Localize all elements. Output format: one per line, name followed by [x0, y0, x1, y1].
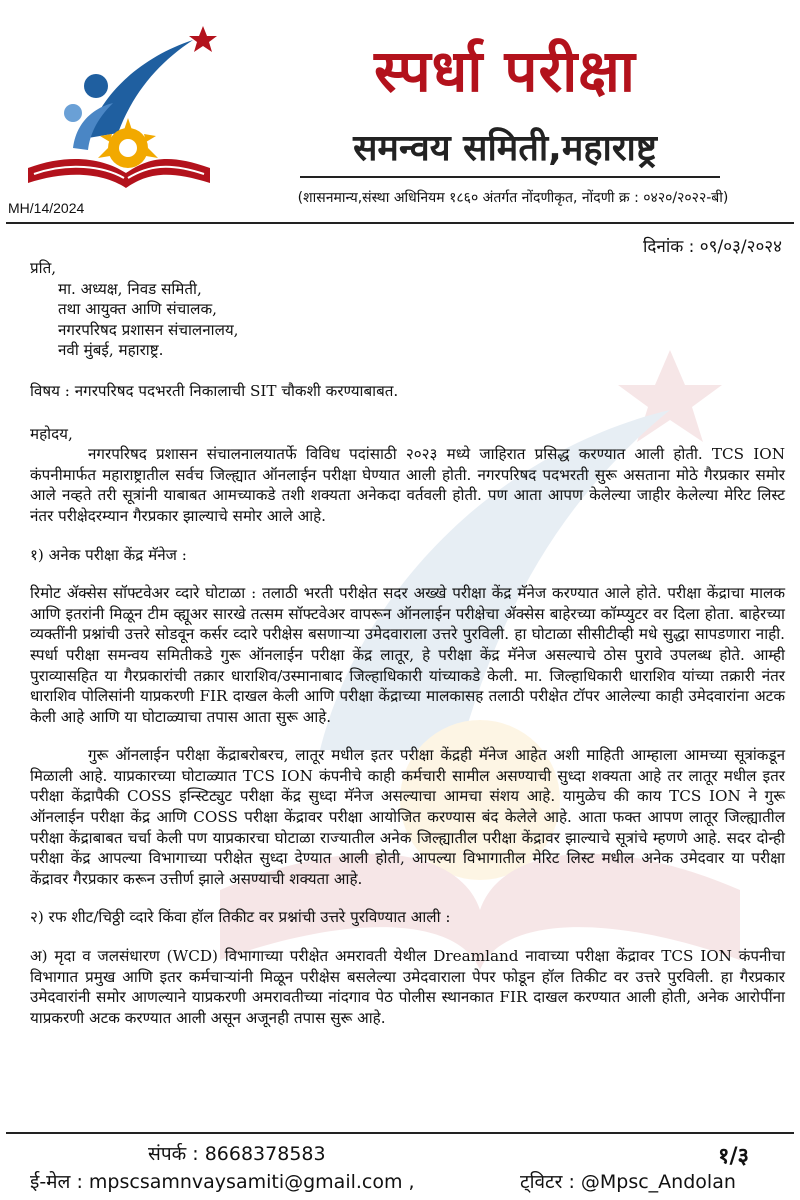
section1-heading: १) अनेक परीक्षा केंद्र मॅनेज :: [30, 545, 187, 564]
address-line: नगरपरिषद प्रशासन संचालनालय,: [58, 320, 239, 339]
section2-paragraph-1: अ) मृदा व जलसंधारण (WCD) विभागाच्या परीक्षेत अमरावती येथील Dreamland नावाच्या परीक्षा केंद्रावर TCS ION कंपनीचा विभागात प्रमुख आणि इतर कर्मचाऱ्यांनी मिळून परीक्षेस बसलेल्या उमेदवाराला पेपर फोडून हॉल तिकीट वर उत्तरे पुरविली. हा गैरप्रकार उमेदवारांनी समोर आणल्याने याप्रकरणी अमरावतीच्या नांदगाव पेठ पोलीस स्थानकात FIR दाखल करण्यात आली होती, अनेक आरोपींना याप्रकरणी अटक करण्यात आली असून अजूनही तपास सुरू आहे.: [30, 947, 785, 1027]
letter-date: दिनांक : ०९/०३/२०२४: [642, 237, 782, 257]
to-label: प्रति,: [30, 259, 57, 277]
recipient-address: [30, 258, 785, 361]
registration-details: (शासनमान्य,संस्था अधिनियम १८६० अंतर्गत नोंदणीकृत, नोंदणी क्र : ०४२०/२०२२-बी): [297, 190, 729, 206]
organization-title: स्पर्धा परीक्षा: [374, 37, 636, 105]
letterhead: [0, 0, 800, 225]
page-number: १/३: [718, 1144, 749, 1169]
contact-email: ई-मेल : mpscsamnvaysamiti@gmail.com ,: [30, 1171, 415, 1193]
organization-logo-icon: [18, 18, 218, 203]
section2-heading: २) रफ शीट/चिठ्ठी व्दारे किंवा हॉल तिकीट वर प्रश्नांची उत्तरे पुरविण्यात आली :: [30, 908, 451, 927]
header-divider: [6, 222, 794, 224]
twitter-handle: ट्विटर : @Mpsc_Andolan: [520, 1171, 736, 1193]
organization-subtitle: समन्वय समिती,महाराष्ट्र: [353, 128, 657, 169]
subtitle-underline: [300, 176, 720, 178]
letter-subject: विषय : नगरपरिषद पदभरती निकालाची SIT चौकशी करण्याबाबत.: [30, 381, 399, 400]
intro-paragraph: नगरपरिषद प्रशासन संचालनालयातर्फे विविध पदांसाठी २०२३ मध्ये जाहिरात प्रसिद्ध करण्यात आली होती. TCS ION कंपनीमार्फत महाराष्ट्रातील सर्वच जिल्ह्यात ऑनलाईन परीक्षा घेण्यात आली होती. नगरपरिषद पदभरती सुरू असताना मोठे गैरप्रकार समोर आले नव्हते तरी सूत्रांनी याबाबत आमच्याकडे तशी शक्यता अनेकदा वर्तवली होती. पण आता आपण केलेल्या जाहीर केलेल्या मेरिट लिस्ट नंतर परीक्षेदरम्यान गैरप्रकार झाल्याचे समोर आले आहे.: [30, 445, 785, 525]
letter-body: [30, 258, 785, 1028]
section1-paragraph-1: रिमोट ॲक्सेस सॉफ्टवेअर व्दारे घोटाळा : तलाठी भरती परीक्षेत सदर अख्खे परीक्षा केंद्र मॅनेज करण्यात आले होते. परीक्षा केंद्राचा मालक आणि इतरांनी मिळून टीम व्ह्यूअर सारखे तत्सम सॉफ्टवेअर वापरून ऑनलाईन परीक्षेचा ॲक्सेस बाहेरच्या कॉम्प्युटर वर दिला होता. बाहेरच्या व्यक्तींनी प्रश्नांची उत्तरे सोडवून कर्सर व्दारे परीक्षेस बसणाऱ्या उमेदवाराला उत्तरे पुरविली. हा घोटाळा सीसीटीव्ही मधे सुद्धा सापडणारा नाही. स्पर्धा परीक्षा समन्वय समितीकडे गुरू ऑनलाईन परीक्षा केंद्र लातूर, हे परीक्षा केंद्र मॅनेज असल्याचे ठोस पुरावे उपलब्ध होते. आम्ही पुराव्यासहित या गैरप्रकारांची तक्रार धाराशिव/उस्मानाबाद जिल्हाधिकारी यांच्याकडे केली. मा. जिल्हाधिकारी धाराशिव यांच्या तक्रारी नंतर धाराशिव पोलिसांनी याप्रकरणी FIR दाखल केली आणि परीक्षा केंद्राच्या मालकासह तलाठी परीक्षेत टॉपर आलेल्या काही उमेदवारांना अटक केली आहे आणि या घोटाळ्याचा तपास आता सुरू आहे.: [30, 584, 785, 726]
address-line: मा. अध्यक्ष, निवड समिती,: [58, 279, 202, 298]
section1-paragraph-2: गुरू ऑनलाईन परीक्षा केंद्राबरोबरच, लातूर मधील इतर परीक्षा केंद्रही मॅनेज आहेत अशी माहिती आम्हाला आमच्या सूत्रांकडून मिळाली आहे. याप्रकारच्या घोटाळ्यात TCS ION कंपनीचे काही कर्मचारी सामील असण्याची सुध्दा शक्यता आहे तर लातूर मधील इतर परीक्षा केंद्रापैकी COSS इन्स्टिट्युट परीक्षा केंद्र सुध्दा मॅनेज असल्याचा आमचा संशय आहे. यामुळेच की काय TCS ION ने गुरू ऑनलाईन परीक्षा केंद्र आणि COSS परीक्षा केंद्रावर परीक्षा आयोजित करण्यास बंद केलेले आहे. आता फक्त आपण लातूर जिल्ह्यातील परीक्षा केंद्राबाबत चर्चा केली पण याप्रकारचा घोटाळा राज्यातील अनेक जिल्ह्यातील परीक्षा केंद्रावर झाल्याचे सूत्रांचे म्हणणे आहे. सदर दोन्ही परीक्षा केंद्र आपल्या विभागाच्या परीक्षेत सुध्दा देण्यात आली होती, आपल्या विभागातील मेरिट लिस्ट मधील अनेक उमेदवार या परीक्षा केंद्रावर गैरप्रकार करून उत्तीर्ण झाले असण्याची शक्यता आहे.: [30, 746, 785, 888]
salutation: महोदय,: [30, 424, 73, 443]
address-line: तथा आयुक्त आणि संचालक,: [58, 300, 217, 319]
footer-divider: [6, 1132, 794, 1134]
contact-number: संपर्क : 8668378583: [148, 1143, 326, 1165]
registration-number: MH/14/2024: [8, 200, 85, 216]
address-line: नवी मुंबई, महाराष्ट्र.: [58, 341, 164, 360]
